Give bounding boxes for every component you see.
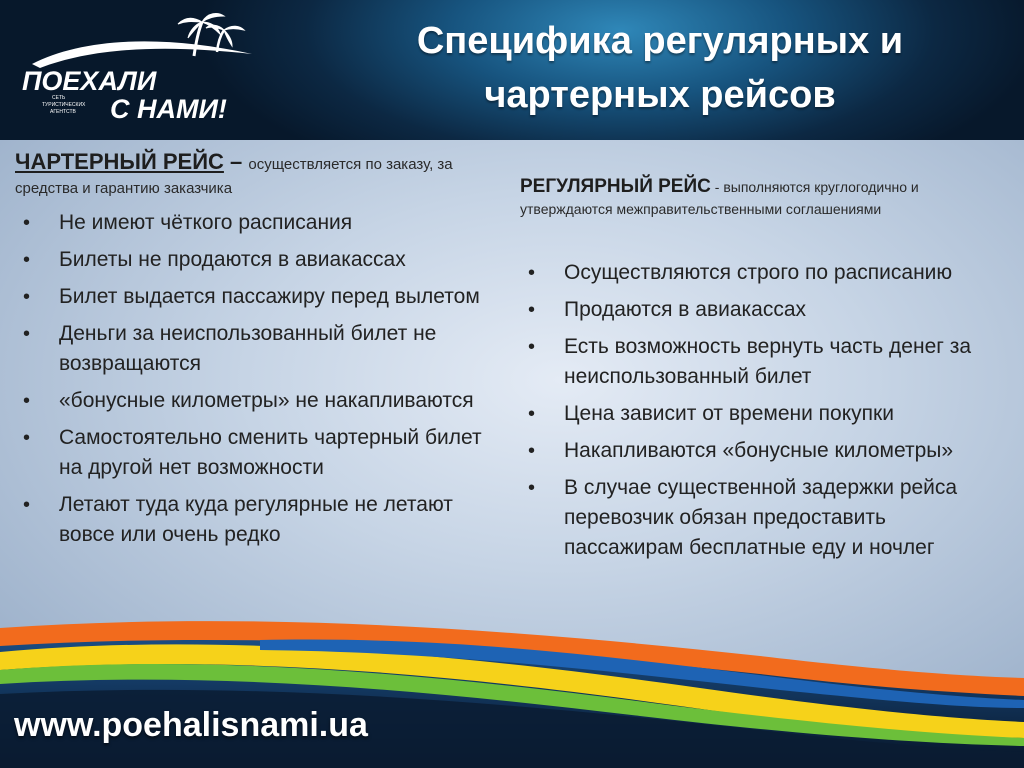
bullet: •	[528, 440, 536, 462]
list-item	[15, 245, 505, 275]
footer-website-url[interactable]: www.poehalisnami.ua	[14, 706, 368, 744]
bullet: •	[528, 299, 536, 321]
list-item	[15, 423, 505, 483]
list-item	[15, 386, 505, 416]
regular-description: выполняются круглогодично и утверждаются межправительственными соглашениями	[520, 179, 919, 217]
regular-list	[520, 258, 1000, 563]
bullet: •	[23, 390, 31, 412]
list-item-text: «бонусные километры» не накапливаются	[59, 389, 474, 412]
list-item	[520, 258, 1000, 288]
bullet: •	[23, 286, 31, 308]
regular-column	[520, 176, 1000, 563]
list-item	[15, 490, 505, 550]
bullet: •	[528, 262, 536, 284]
list-item-text: Продаются в авиакассах	[564, 298, 807, 321]
slide-title	[360, 14, 960, 122]
brand-logo	[12, 8, 262, 128]
list-item-text: Билет выдается пассажиру перед вылетом	[59, 285, 480, 308]
charter-list	[15, 208, 505, 550]
list-item	[15, 319, 505, 379]
regular-term: РЕГУЛЯРНЫЙ РЕЙС	[520, 176, 711, 197]
list-item-text: Не имеют чёткого расписания	[59, 211, 353, 234]
logo-tagline2: ТУРИСТИЧЕСКИХ	[42, 102, 86, 108]
bullet: •	[23, 427, 31, 449]
title-line1: Специфика регулярных и	[416, 20, 904, 62]
bullet: •	[528, 403, 536, 425]
logo-tagline1: СЕТЬ	[52, 95, 66, 101]
list-item	[520, 295, 1000, 325]
list-item-text: Есть возможность вернуть часть денег за неиспользованный билет	[564, 335, 972, 388]
list-item-text: Самостоятельно сменить чартерный билет на другой нет возможности	[59, 426, 482, 479]
list-item-text: Деньги за неиспользованный билет не возвращаются	[59, 322, 437, 375]
regular-dash: -	[710, 179, 724, 195]
charter-term: ЧАРТЕРНЫЙ РЕЙС	[15, 149, 224, 174]
list-item	[15, 208, 505, 238]
bullet: •	[528, 477, 536, 499]
list-item-text: В случае существенной задержки рейса перевозчик обязан предоставить пассажирам бесплатные еду и ночлег	[564, 476, 958, 559]
regular-heading	[520, 176, 1000, 220]
charter-heading	[15, 150, 505, 201]
bullet: •	[23, 323, 31, 345]
list-item	[520, 332, 1000, 392]
list-item-text: Билеты не продаются в авиакассах	[59, 248, 406, 271]
bullet: •	[23, 249, 31, 271]
list-item	[520, 399, 1000, 429]
charter-dash: –	[223, 149, 249, 174]
list-item-text: Цена зависит от времени покупки	[564, 402, 894, 425]
list-item-text: Накапливаются «бонусные километры»	[564, 439, 954, 462]
list-item	[520, 473, 1000, 563]
logo-line2: С НАМИ!	[110, 94, 227, 124]
charter-column	[15, 150, 505, 550]
bullet: •	[23, 212, 31, 234]
list-item-text: Осуществляются строго по расписанию	[564, 261, 953, 284]
list-item	[15, 282, 505, 312]
logo-line1: ПОЕХАЛИ	[22, 66, 157, 96]
list-item	[520, 436, 1000, 466]
list-item-text: Летают туда куда регулярные не летают вовсе или очень редко	[59, 493, 453, 546]
logo-tagline3: АГЕНТСТВ	[50, 109, 76, 115]
charter-description: осуществляется по заказу, за средства и гарантию заказчика	[15, 156, 453, 197]
bullet: •	[528, 336, 536, 358]
bullet: •	[23, 494, 31, 516]
title-line2: чартерных рейсов	[484, 74, 836, 116]
header-band	[0, 0, 1024, 140]
